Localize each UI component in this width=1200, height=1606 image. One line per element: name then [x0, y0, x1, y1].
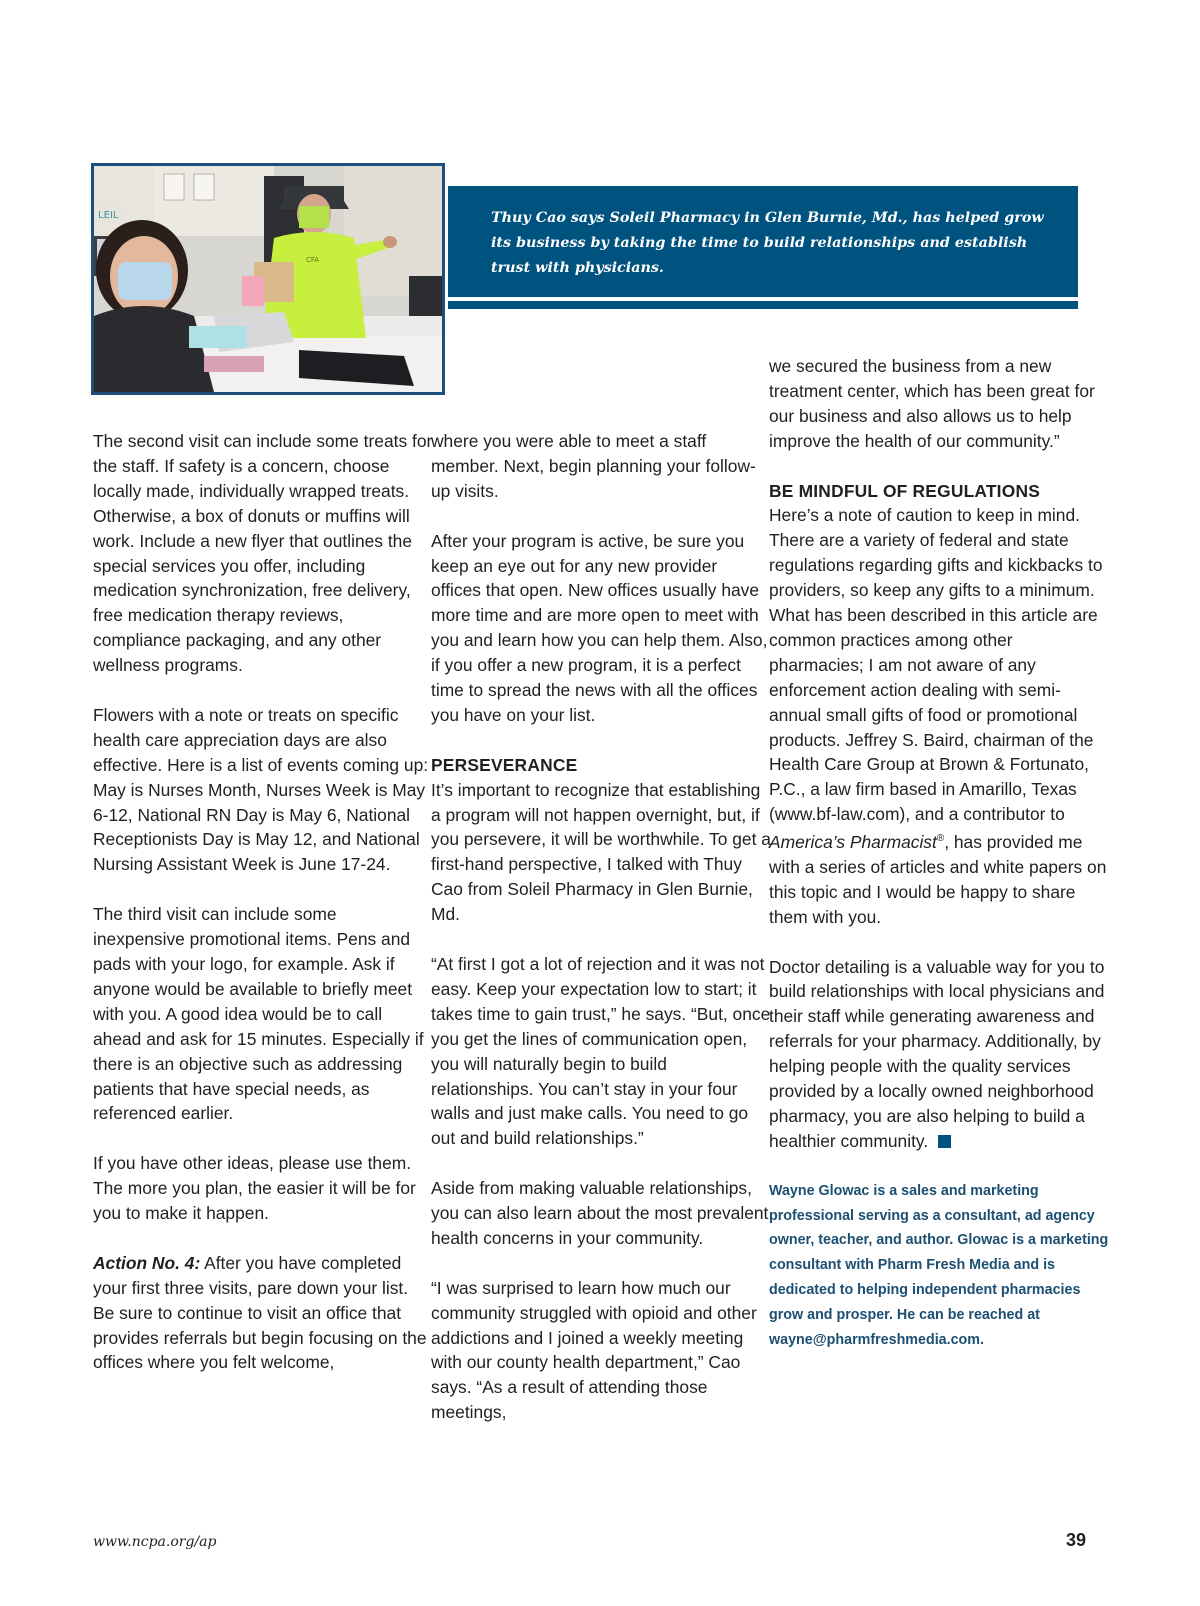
paragraph: Flowers with a note or treats on specific health care appreciation days are also effective. Here is a list of events coming up: May is Nurses Month, Nurses Week is May 6-12, National RN Day is May 6, National Receptionists Day is May 12, and National Nursing Assistant Week is June 17-24.	[93, 704, 429, 875]
section-heading: BE MINDFUL OF REGULATIONS	[769, 480, 1041, 501]
footer-url: www.ncpa.org/ap	[93, 1534, 217, 1550]
article-column-3	[769, 354, 1109, 1353]
paragraph: “I was surprised to learn how much our community struggled with opioid and other addictions and I joined a weekly meeting with our county health department,” Cao says. “As a result of attending those meetings,	[431, 1277, 757, 1423]
paragraph: we secured the business from a new treatment center, which has been great for our business and also allows us to help improve the health of our community.”	[769, 356, 1095, 451]
paragraph	[769, 955, 1109, 1154]
photo-illustration	[94, 166, 442, 392]
run-in-heading: Action No. 4:	[93, 1252, 201, 1273]
paragraph-text: Doctor detailing is a valuable way for you to build relationships with local physicians and their staff while generating awareness and referrals for your pharmacy. Additionally, by helping people with the quality services provided by a locally owned neighborhood pharmacy, you are also helping to build a healthier community.	[769, 956, 1105, 1151]
paragraph: The second visit can include some treats for the staff. If safety is a concern, choose locally made, individually wrapped treats. Otherwise, a box of donuts or muffins will work. Include a new flyer that outlines the special services you offer, including medication synchronization, free delivery, free medication therapy reviews, compliance packaging, and any other wellness programs.	[93, 431, 433, 676]
caption-divider	[448, 301, 1078, 309]
paragraph: The third visit can include some inexpensive promotional items. Pens and pads with your logo, for example. Ask if anyone would be available to briefly meet with you. A good idea would be to call ahead and ask for 15 minutes. Especially if there is an objective such as addressing patients that have special needs, as referenced earlier.	[93, 904, 424, 1124]
paragraph: It’s important to recognize that establishing a program will not happen overnight, but, if you persevere, it will be worthwhile. To get a first-hand perspective, I talked with Thuy Cao from Soleil Pharmacy in Glen Burnie, Md.	[431, 779, 771, 925]
paragraph-text: , has provided me with a series of articles and white papers on this topic and I would be happy to share them with you.	[769, 832, 1107, 927]
end-mark-icon	[938, 1135, 951, 1148]
section-heading: PERSEVERANCE	[431, 754, 578, 775]
paragraph-text: After you have completed your first three visits, pare down your list. Be sure to continue to visit an office that provides referrals but begin focusing on the offices where you felt welcome,	[93, 1252, 427, 1373]
paragraph: where you were able to meet a staff member. Next, begin planning your follow-up visits.	[431, 431, 756, 501]
pharmacist-photo	[91, 163, 445, 395]
publication-title: America’s Pharmacist	[769, 832, 937, 852]
paragraph: Aside from making valuable relationships, you can also learn about the most prevalent health concerns in your community.	[431, 1178, 769, 1248]
registered-mark: ®	[936, 833, 945, 845]
page-number: 39	[1065, 1530, 1086, 1550]
photo-caption: Thuy Cao says Soleil Pharmacy in Glen Burnie, Md., has helped grow its business by taking the time to build relationships and establish trust with physicians.	[491, 210, 1044, 276]
article-column-1	[93, 429, 433, 1375]
paragraph: If you have other ideas, please use them. The more you plan, the easier it will be for you to make it happen.	[93, 1153, 416, 1224]
wall-sign-text: LEIL	[98, 210, 119, 221]
article-column-2	[431, 429, 771, 1425]
paragraph: After your program is active, be sure you keep an eye out for any new provider offices that open. New offices usually have more time and are more open to meet with you and learn how you can help them. Also, if you offer a new program, it is a perfect time to spread the news with all the offices you have on your list.	[431, 530, 768, 725]
paragraph-text: Here’s a note of caution to keep in mind. There are a variety of federal and state regulations regarding gifts and kickbacks to providers, so keep any gifts to a minimum. What has been described in this article are common practices among other pharmacies; I am not aware of any enforcement action dealing with semi-annual small gifts of food or promotional products. Jeffrey S. Baird, chairman of the Health Care Group at Brown & Fortunato, P.C., a law firm based in Amarillo, Texas (www.bf-law.com), and a contributor to	[769, 505, 1103, 825]
paragraph: “At first I got a lot of rejection and it was not easy. Keep your expectation low to start; it takes time to gain trust,” he says. “But, once you get the lines of communication open, you will naturally begin to build relationships. You can’t stay in your four walls and just make calls. You need to go out and build relationships.”	[431, 953, 771, 1149]
paragraph	[769, 503, 1109, 929]
author-bio: Wayne Glowac is a sales and marketing professional serving as a consultant, ad agency owner, teacher, and author. Glowac is a marketing consultant with Pharm Fresh Media and is dedicated to helping independent pharmacies grow and prosper. He can be reached at wayne@pharmfreshmedia.com.	[769, 1182, 1109, 1349]
shirt-logo-text: CFA	[306, 256, 320, 264]
paragraph	[93, 1251, 433, 1376]
